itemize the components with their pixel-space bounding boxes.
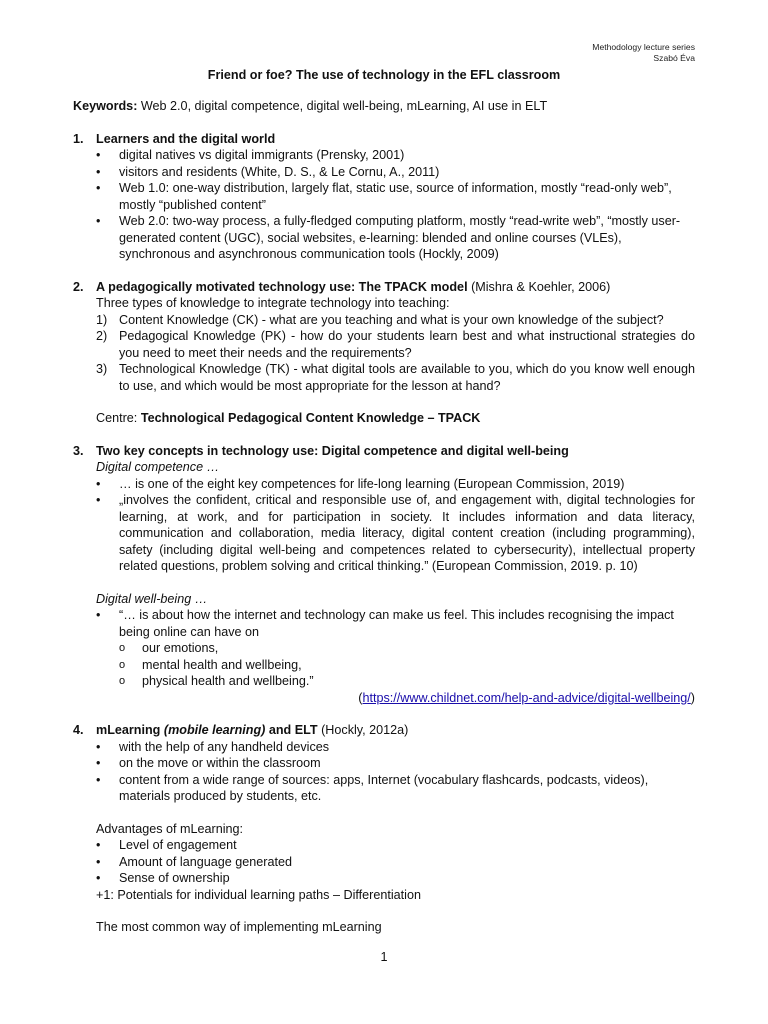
wellbeing-sublist (73, 640, 695, 690)
advantages-list (73, 837, 695, 887)
list-item: • Amount of language generated (119, 854, 695, 871)
header-series: Methodology lecture series (592, 42, 695, 52)
list-item: • “… is about how the internet and technology can make us feel. This includes recognising the impact being online can have on (119, 607, 695, 640)
section-reference: (Hockly, 2012a) (317, 723, 409, 737)
list-item: • digital natives vs digital immigrants (Prensky, 2001) (119, 147, 695, 164)
section-1-heading (73, 131, 695, 148)
section-title: A pedagogically motivated technology use: The TPACK model (96, 279, 468, 294)
mlearning-implementation: The most common way of implementing mLearning (96, 920, 382, 934)
section-2-intro: Three types of knowledge to integrate technology into teaching: (96, 296, 450, 310)
section-number: 1. (73, 131, 84, 146)
keywords-line (73, 98, 695, 115)
list-item: 2) Pedagogical Knowledge (PK) - how do your students learn best and what instructional strategies do you need to meet their needs and the requirements? (96, 329, 695, 360)
section-title: mLearning (mobile learning) and ELT (96, 723, 318, 737)
sublist-item: o our emotions, (142, 640, 695, 657)
list-item: • content from a wide range of sources: apps, Internet (vocabulary flashcards, podcasts, videos), materials produced by students, etc. (119, 772, 695, 805)
section-2-heading (73, 279, 695, 296)
section-4-heading (73, 722, 695, 739)
section-1 (73, 131, 695, 263)
section-3-heading (73, 443, 695, 460)
list-item: • Web 1.0: one-way distribution, largely flat, static use, source of information, mostly “read-only web”, mostly “published content” (119, 180, 695, 213)
section-title: Learners and the digital world (96, 131, 276, 146)
list-item: 1) Content Knowledge (CK) - what are you teaching and what is your own knowledge of the subject? (96, 312, 664, 327)
section-reference: (Mishra & Koehler, 2006) (467, 279, 611, 294)
sublist-item: o physical health and wellbeing.” (142, 673, 695, 690)
section-4 (73, 722, 695, 936)
digital-competence-list (73, 476, 695, 575)
section-number: 4. (73, 723, 84, 737)
section-2 (73, 279, 695, 427)
document-title: Friend or foe? The use of technology in the EFL classroom (207, 68, 561, 82)
advantages-label: Advantages of mLearning: (96, 821, 244, 836)
list-item: • with the help of any handheld devices (119, 739, 695, 756)
list-item: • Web 2.0: two-way process, a fully-fledged computing platform, mostly “read-write web”, “mostly user-generated content (UGC), social websites, e-learning: blended and online courses (VLEs), synchronous and asynchronous communication tools (Hockly, 2009) (119, 213, 695, 263)
section-3 (73, 443, 695, 707)
knowledge-types-list (73, 312, 695, 395)
digital-wellbeing-list (73, 607, 695, 640)
running-header (592, 42, 695, 64)
digital-wellbeing-label: Digital well-being … (96, 591, 208, 606)
plus-one-note: +1: Potentials for individual learning paths – Differentiation (96, 887, 421, 902)
list-item: • Sense of ownership (119, 870, 695, 887)
header-author: Szabó Éva (653, 53, 695, 63)
list-item: • Level of engagement (119, 837, 695, 854)
digital-competence-label: Digital competence … (96, 460, 220, 474)
childnet-source: (https://www.childnet.com/help-and-advice/digital-wellbeing/) (358, 690, 695, 705)
list-item: 3) Technological Knowledge (TK) - what digital tools are available to you, which do you know well enough to use, and which would be most appropriate for the lesson at hand? (96, 362, 695, 393)
list-item: • on the move or within the classroom (119, 755, 695, 772)
childnet-link[interactable]: https://www.childnet.com/help-and-advice/digital-wellbeing/ (362, 690, 691, 705)
keywords-text: Web 2.0, digital competence, digital well-being, mLearning, AI use in ELT (137, 99, 548, 113)
sublist-item: o mental health and wellbeing, (142, 657, 695, 674)
section-1-list (73, 147, 695, 263)
list-item: • … is one of the eight key competences for life-long learning (European Commission, 2019) (119, 476, 695, 493)
keywords-label: Keywords: (73, 99, 138, 113)
list-item: • „involves the confident, critical and responsible use of, and engagement with, digital technologies for learning, at work, and for participation in society. It includes information and data literacy, communication and collaboration, media literacy, digital content creation (including programming), safety (including digital well-being and competences related to cybersecurity), intellectual property related questions, problem solving and critical thinking.” (European Commission, 2019. p. 10) (119, 492, 695, 575)
list-item: • visitors and residents (White, D. S., & Le Cornu, A., 2011) (119, 164, 695, 181)
section-number: 2. (73, 279, 84, 294)
document-body (73, 98, 695, 936)
section-title: Two key concepts in technology use: Digital competence and digital well-being (96, 443, 569, 458)
page-number: 1 (380, 950, 388, 964)
tpack-centre: Centre: Technological Pedagogical Content Knowledge – TPACK (96, 411, 481, 425)
section-4-list (73, 739, 695, 805)
section-number: 3. (73, 443, 84, 458)
